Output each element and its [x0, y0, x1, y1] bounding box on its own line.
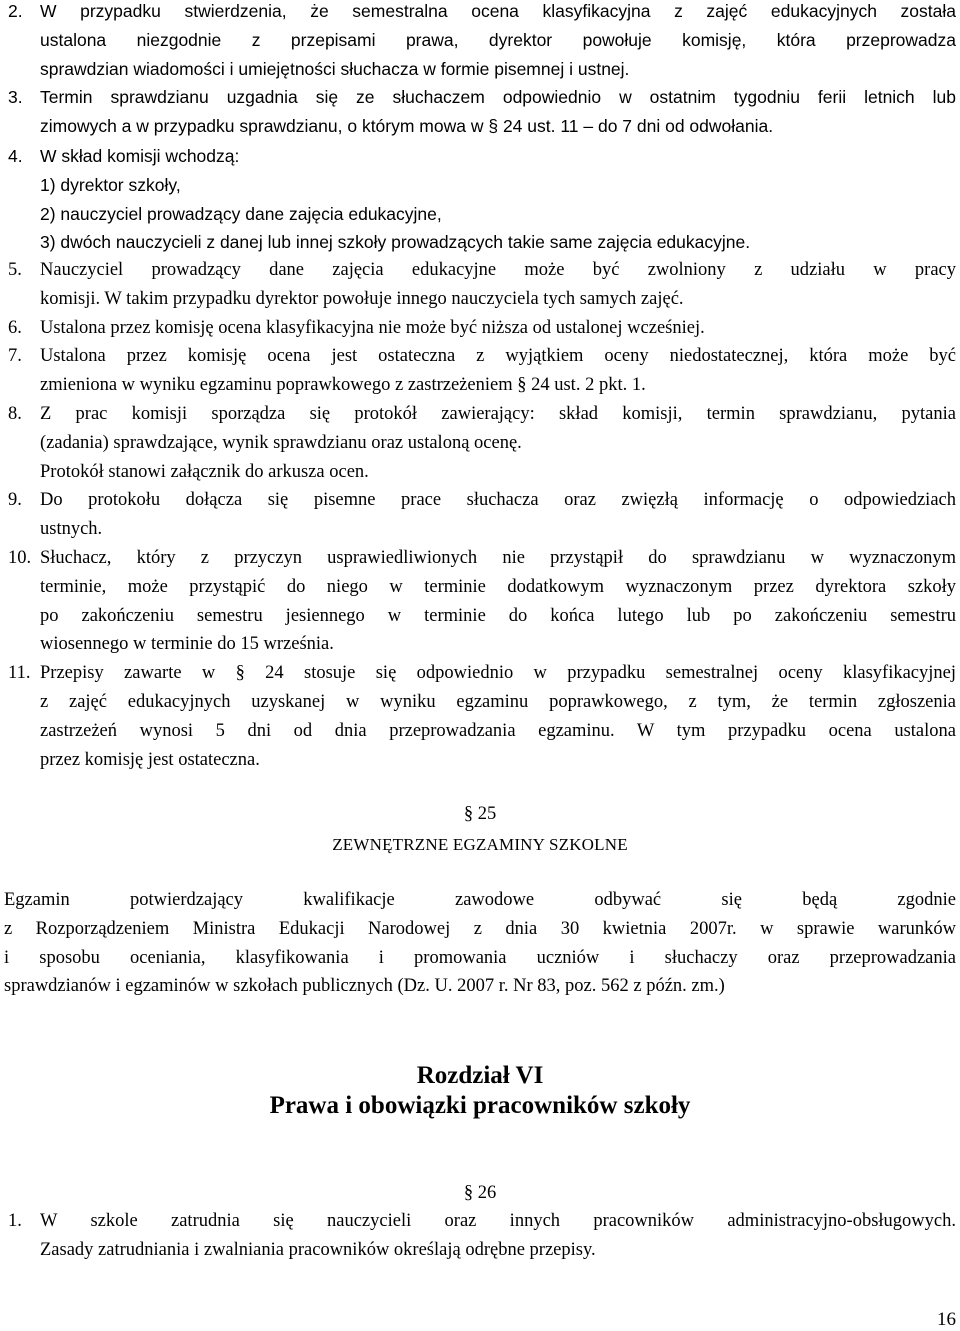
text-line: zmieniona w wyniku egzaminu poprawkowego z zastrzeżeniem § 24 ust. 2 pkt. 1. — [40, 375, 646, 396]
text-line: Ustalona przez komisję ocena jest ostateczna z wyjątkiem oceny niedostatecznej, która może być — [40, 346, 956, 367]
text-line: terminie, może przystąpić do niego w terminie dodatkowym wyznaczonym przez dyrektora szkoły — [40, 576, 956, 597]
text-line: (zadania) sprawdzające, wynik sprawdzianu oraz ustaloną ocenę. — [40, 432, 522, 453]
item-number: 2. — [8, 1, 23, 21]
text-line: sprawdzianów i egzaminów w szkołach publicznych (Dz. U. 2007 r. Nr 83, poz. 562 z późn. zm.) — [4, 976, 725, 997]
section-26-title: § 26 — [463, 1183, 497, 1203]
text-line: zastrzeżeń wynosi 5 dni od dnia przeprowadzania egzaminu. W tym przypadku ocena ustalona — [40, 720, 956, 741]
text-line: przez komisję jest ostateczna. — [40, 749, 260, 770]
item-number: 6. — [8, 317, 22, 338]
text-line: ustnych. — [40, 519, 103, 540]
text-line: Do protokołu dołącza się pisemne prace słuchacza oraz zwięzłą informację o odpowiedziach — [40, 490, 956, 511]
section-25-heading: ZEWNĘTRZNE EGZAMINY SZKOLNE — [332, 835, 628, 854]
chapter-subtitle: Prawa i obowiązki pracowników szkoły — [269, 1092, 691, 1119]
text-line: z zajęć edukacyjnych uzyskanej w wyniku egzaminu poprawkowego, z tym, że termin zgłoszenia — [40, 692, 956, 712]
item-number: 10. — [8, 548, 32, 568]
item-number: 1. — [8, 1211, 22, 1231]
text-line: sprawdzian wiadomości i umiejętności słuchacza w formie pisemnej i ustnej. — [40, 58, 630, 79]
text-line: Protokół stanowi załącznik do arkusza ocen. — [40, 461, 369, 482]
item-number: 4. — [8, 146, 23, 166]
text-line: 1) dyrektor szkoły, — [40, 174, 181, 195]
text-line: wiosennego w terminie do 15 września. — [40, 634, 334, 655]
chapter-title: Rozdział VI — [416, 1062, 544, 1089]
text-line: W skład komisji wchodzą: — [40, 146, 240, 166]
text-line: Nauczyciel prowadzący dane zajęcia edukacyjne może być zwolniony z udziału w pracy — [40, 260, 956, 280]
item-number: 9. — [8, 490, 22, 511]
page-number: 16 — [937, 1309, 956, 1330]
item-number: 3. — [8, 87, 23, 108]
text-line: Egzamin potwierdzający kwalifikacje zawodowe odbywać się będą zgodnie — [4, 890, 956, 910]
text-line: Termin sprawdzianu uzgadnia się ze słuchaczem odpowiednio w ostatnim tygodniu ferii letnich lub — [40, 87, 956, 108]
item-number: 8. — [8, 404, 22, 424]
item-number: 7. — [8, 346, 22, 367]
text-line: Z prac komisji sporządza się protokół zawierający: skład komisji, termin sprawdzianu, pytania — [40, 404, 956, 424]
text-line: zimowych a w przypadku sprawdzianu, o którym mowa w § 24 ust. 11 – do 7 dni od odwołania. — [40, 116, 774, 137]
text-line: Słuchacz, który z przyczyn usprawiedliwionych nie przystąpił do sprawdzianu w wyznaczonym — [40, 548, 956, 568]
text-line: 3) dwóch nauczycieli z danej lub innej szkoły prowadzących takie same zajęcia edukacyjne. — [40, 232, 751, 253]
text-line: Zasady zatrudniania i zwalniania pracowników określają odrębne przepisy. — [40, 1239, 596, 1260]
text-line: 2) nauczyciel prowadzący dane zajęcia edukacyjne, — [40, 203, 442, 224]
text-line: ustalona niezgodnie z przepisami prawa, dyrektor powołuje komisję, która przeprowadza — [40, 29, 956, 50]
section-25-title: § 25 — [463, 804, 497, 824]
text-line: Przepisy zawarte w § 24 stosuje się odpowiednio w przypadku semestralnej oceny klasyfikacyjnej — [40, 663, 956, 684]
text-line: po zakończeniu semestru jesiennego w terminie do końca lutego lub po zakończeniu semestru — [40, 605, 956, 626]
text-line: W szkole zatrudnia się nauczycieli oraz innych pracowników administracyjno-obsługowych. — [40, 1211, 956, 1231]
text-line: Ustalona przez komisję ocena klasyfikacyjna nie może być niższa od ustalonej wcześniej. — [40, 317, 705, 338]
text-line: z Rozporządzeniem Ministra Edukacji Narodowej z dnia 30 kwietnia 2007r. w sprawie warunków — [4, 918, 956, 939]
item-number: 11. — [8, 663, 31, 684]
item-number: 5. — [8, 260, 22, 280]
text-line: i sposobu oceniania, klasyfikowania i promowania uczniów i słuchaczy oraz przeprowadzania — [4, 947, 956, 968]
text-line: komisji. W takim przypadku dyrektor powołuje innego nauczyciela tych samych zajęć. — [40, 288, 684, 309]
text-line: W przypadku stwierdzenia, że semestralna ocena klasyfikacyjna z zajęć edukacyjnych została — [40, 1, 956, 21]
